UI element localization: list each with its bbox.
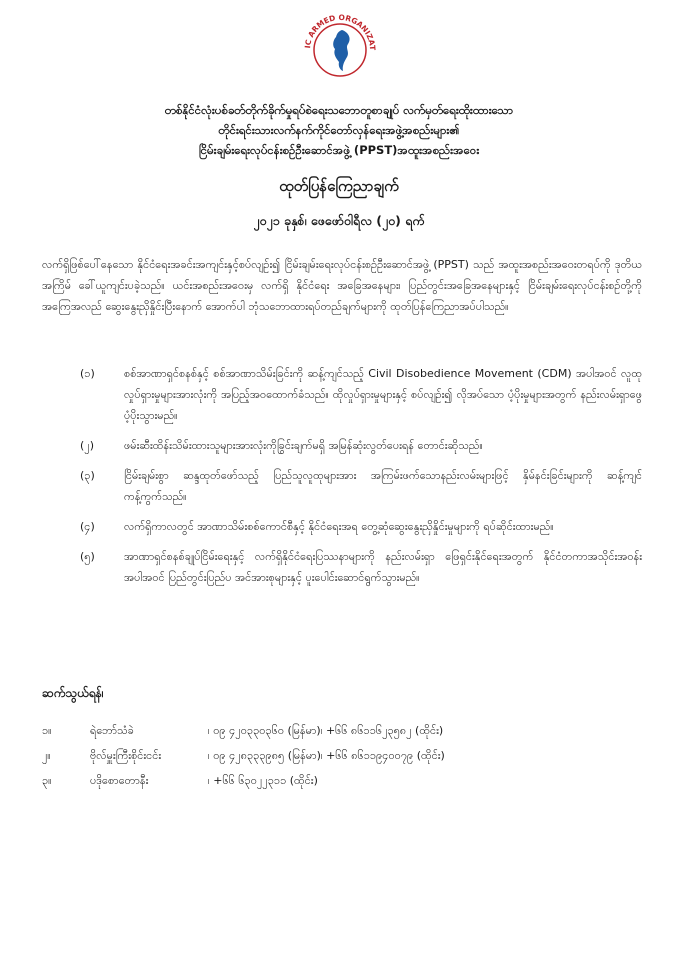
header-line-2: တိုင်းရင်းသားလက်နက်ကိုင်တော်လှန်ရေးအဖွဲ့အစည်းများ၏ [218,123,460,137]
statement-text: လက်ရှိကာလတွင် အာဏာသိမ်းစစ်ကောင်စီနှင့် နိုင်ငံရေးအရ တွေ့ဆုံဆွေးနွေးညှိနှိုင်းမှုများကို ရပ်ဆိုင်းထားမည်။ [124,520,554,533]
contact-number: ၂။ [42,749,51,762]
statement-number: (၄) [80,520,95,533]
document-title: ထုတ်ပြန်ကြေညာချက် [279,177,399,195]
statement-list [42,363,642,588]
logo-text: IC ARMED ORGANIZAT [303,12,378,51]
statement-number: (၂) [80,439,94,452]
statement-item [42,546,642,588]
header-line-3: ငြိမ်းချမ်းရေးလုပ်ငန်းစဉ်ဦးဆောင်အဖွဲ့ (PPST)အထူးအစည်းအဝေး [198,143,480,157]
header-line-1: တစ်နိုင်ငံလုံးပစ်ခတ်တိုက်ခိုက်မှုရပ်စဲရေးသဘောတူစာချုပ် လက်မှတ်ရေးထိုးထားသော [164,103,514,117]
statement-item [42,435,642,456]
contact-name: ပဒိုစောတောနီး [90,774,149,787]
statement-item [42,516,642,537]
logo-map-shape [333,30,349,71]
statement-text: ငြိမ်းချမ်းစွာ ဆန္ဒထုတ်ဖော်သည့် ပြည်သူလူထုများအား အကြမ်းဖက်သောနည်းလမ်းများဖြင့် နှိမ်နင်းခြင်းများကို ဆန့်ကျင်ကန့်ကွက်သည်။ [124,469,642,503]
statement-text: အာဏာရှင်စနစ်ချုပ်ငြိမ်းရေးနှင့် လက်ရှိနိုင်ငံရေးပြဿနာများကို နည်းလမ်းရှာ ဖြေရှင်းနိုင်ရေးအတွက် နိုင်ငံတကာအသိုင်းအဝန်းအပါအဝင် ပြည်တွင်းပြည်ပ အင်အားစုများနှင့် ပူးပေါင်းဆောင်ရွက်သွားမည်။ [124,550,642,584]
statement-text: စစ်အာဏာရှင်စနစ်နှင့် စစ်အာဏာသိမ်းခြင်းကို ဆန့်ကျင်သည့် Civil Disobedience Movement (CDM) အပါအဝင် လူထုလှုပ်ရှားမှုများအားလုံးကို အပြည့်အဝထောက်ခံသည်။ ထိုလှုပ်ရှားမှုများနှင့် စပ်လျဉ်း၍ လိုအပ်သော ပံ့ပိုးမှုများအတွက် နည်းလမ်းရှာဖွေပံ့ပိုးသွားမည်။ [124,367,642,422]
statement-number: (၁) [80,367,95,380]
document-date: ၂၀၂၁ ခုနှစ်၊ ဖေဖော်ဝါရီလ (၂၀) ရက် [253,213,425,228]
statement-number: (၅) [80,550,95,563]
contact-number: ၃။ [42,774,52,787]
statement-number: (၃) [80,469,95,482]
contact-row [42,718,445,743]
contact-row [42,743,445,768]
contact-row [42,768,445,793]
statement-item [42,465,642,507]
contact-phone: ၊ ၀၉ ၄၂၈၃၃၃၉၈၅ (မြန်မာ)၊ +၆၆ ၈၆၁၁၉၄၀၀၇၉ (ထိုင်း) [208,749,445,762]
contact-heading: ဆက်သွယ်ရန်၊ [42,686,104,700]
contact-name: ဗိုလ်မှူးကြီးစိုင်းငင်း [90,749,162,762]
contact-name: ရဲဘော်သံခဲ [90,724,134,737]
contact-phone: ၊ +၆၆ ၆၃၀၂၂၃၁၁ (ထိုင်း) [208,774,318,787]
statement-text: ဖမ်းဆီးထိန်းသိမ်းထားသူများအားလုံးကိုခြွင်းချက်မရှိ အမြန်ဆုံးလွတ်ပေးရန် တောင်းဆိုသည်။ [124,439,483,452]
contact-number: ၁။ [42,724,52,737]
letterhead [40,100,638,160]
organization-logo [298,8,382,92]
contact-list [42,718,445,793]
statement-item [42,363,642,426]
intro-paragraph: လက်ရှိဖြစ်ပေါ်နေသော နိုင်ငံရေးအခင်းအကျင်းနှင့်စပ်လျဉ်း၍ ငြိမ်းချမ်းရေးလုပ်ငန်းစဉ်ဦးဆောင်အဖွဲ့ (PPST) သည် အထူးအစည်းအဝေးတရပ်ကို ဒုတိယအကြိမ် ခေါ်ယူကျင်းပခဲ့သည်။ ယင်းအစည်းအဝေးမှ လက်ရှိ နိုင်ငံရေး အခြေအနေများ၊ ပြည်တွင်းအခြေအနေများနှင့် ငြိမ်းချမ်းရေးလုပ်ငန်းစဉ်တို့ကို အကြေအလည် ဆွေးနွေးညှိနှိုင်းပြီးနောက် အောက်ပါ ဘုံသဘောထားရပ်တည်ချက်များကို ထုတ်ပြန်ကြေညာအပ်ပါသည်။ [42,258,642,313]
contact-phone: ၊ ၀၉ ၄၂၀၃၃၀၃၆၀ (မြန်မာ)၊ +၆၆ ၈၆၁၁၆၂၃၅၈၂ (ထိုင်း) [208,724,444,737]
